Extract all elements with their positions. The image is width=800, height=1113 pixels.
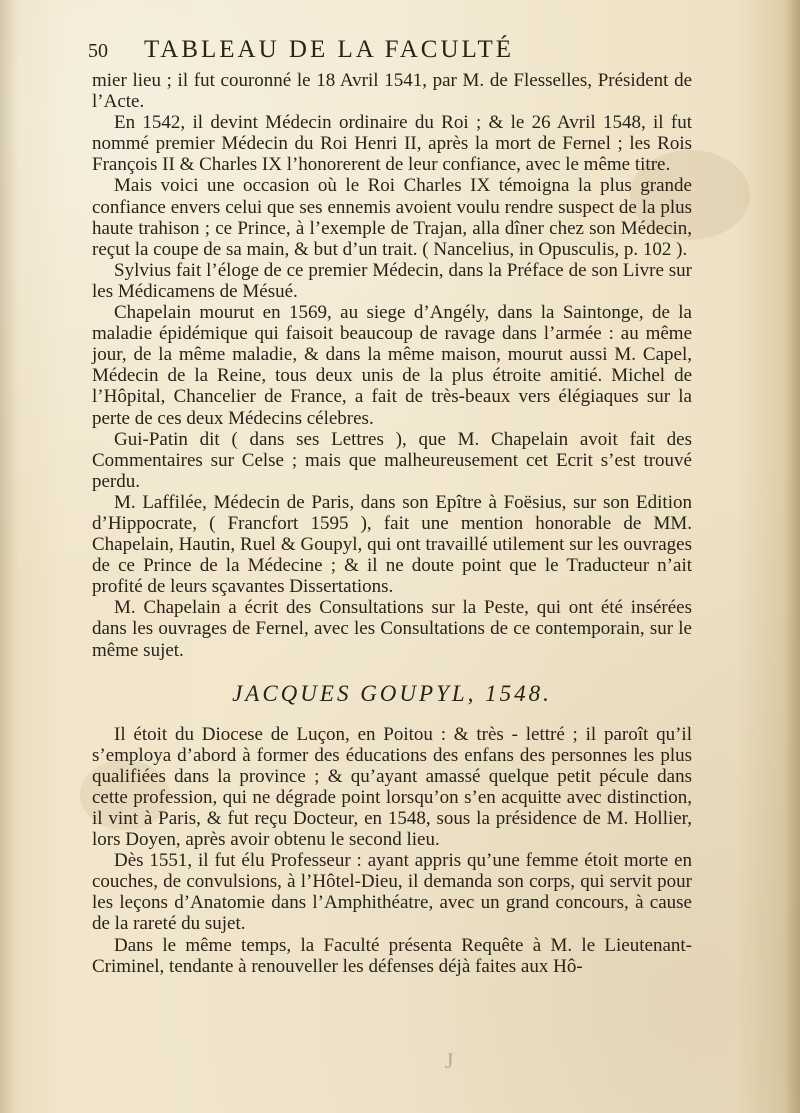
running-title: TABLEAU DE LA FACULTÉ (144, 36, 515, 63)
paragraph: Sylvius fait l’éloge de ce premier Médecin, dans la Préface de son Livre sur les Médicamens de Mésué. (92, 259, 692, 302)
paragraph: En 1542, il devint Médecin ordinaire du Roi ; & le 26 Avril 1548, il fut nommé premier Médecin du Roi Henri II, après la mort de Fernel ; les Rois François II & Charles IX l’honorerent de leur confiance, avec le même titre. (92, 112, 692, 176)
paragraph: M. Chapelain a écrit des Consultations sur la Peste, qui ont été insérées dans les ouvrages de Fernel, avec les Consultations de ce contemporain, sur le même sujet. (92, 597, 692, 661)
paragraph: M. Laffilée, Médecin de Paris, dans son Epître à Foësius, sur son Edition d’Hippocrate, ( Francfort 1595 ), fait une mention honorable de MM. Chapelain, Hautin, Ruel & Goupyl, qui ont travaillé utilement sur les ouvrages de ce Prince de la Médecine ; & il ne doute point que le Traducteur n’ait profité de leurs sçavantes Dissertations. (92, 491, 692, 598)
page-number: 50 (88, 40, 108, 62)
paragraph: Gui-Patin dit ( dans ses Lettres ), que M. Chapelain avoit fait des Commentaires sur Celse ; mais que malheureusement cet Ecrit s’est trouvé perdu. (92, 428, 692, 492)
paragraph: Chapelain mourut en 1569, au siege d’Angély, dans la Saintonge, de la maladie épidémique qui faisoit beaucoup de ravage dans l’armée : au même jour, de la même maladie, & dans la même maison, mourut aussi M. Capel, Médecin de la Reine, tous deux unis de la plus étroite amitié. Michel de l’Hôpital, Chancelier de France, a fait de très-beaux vers élégiaques sur la perte de ces deux Médecins célebres. (92, 302, 692, 429)
paragraph: Dans le même temps, la Faculté présenta Requête à M. le Lieutenant-Criminel, tendante à renouveller les défenses déjà faites aux Hô- (92, 934, 692, 977)
page-header (88, 36, 608, 68)
right-page-edge (784, 0, 800, 1113)
section-title: JACQUES GOUPYL, 1548. (232, 680, 552, 706)
paragraph: mier lieu ; il fut couronné le 18 Avril 1541, par M. de Flesselles, Président de l’Acte. (92, 70, 692, 113)
left-page-shadow (0, 0, 18, 1113)
paragraph: Il étoit du Diocese de Luçon, en Poitou : & très - lettré ; il paroît qu’il s’employa d’abord à former des éducations des enfans des personnes les plus qualifiées dans la province ; & qu’ayant amassé quelque petit pécule dans cette profession, qui ne dégrade point lorsqu’on s’en acquitte avec distinction, il vint à Paris, & fut reçu Docteur, en 1548, sous la présidence de M. Hollier, lors Doyen, après avoir obtenu le second lieu. (92, 723, 692, 851)
signature-mark: J (445, 1048, 454, 1073)
page-text (92, 70, 692, 977)
paragraph: Mais voici une occasion où le Roi Charles IX témoigna la plus grande confiance envers celui que ses ennemis avoient voulu rendre suspect de la plus haute trahison ; ce Prince, à l’exemple de Trajan, alla dîner chez son Médecin, reçut la coupe de sa main, & but d’un trait. ( Nancelius, in Opusculis, p. 102 ). (92, 175, 692, 260)
paragraph: Dès 1551, il fut élu Professeur : ayant appris qu’une femme étoit morte en couches, de convulsions, à l’Hôtel-Dieu, il demanda son corps, qui servit pour les leçons d’Anatomie dans l’Amphithéatre, avec un grand concours, à cause de la rareté du sujet. (92, 850, 692, 935)
